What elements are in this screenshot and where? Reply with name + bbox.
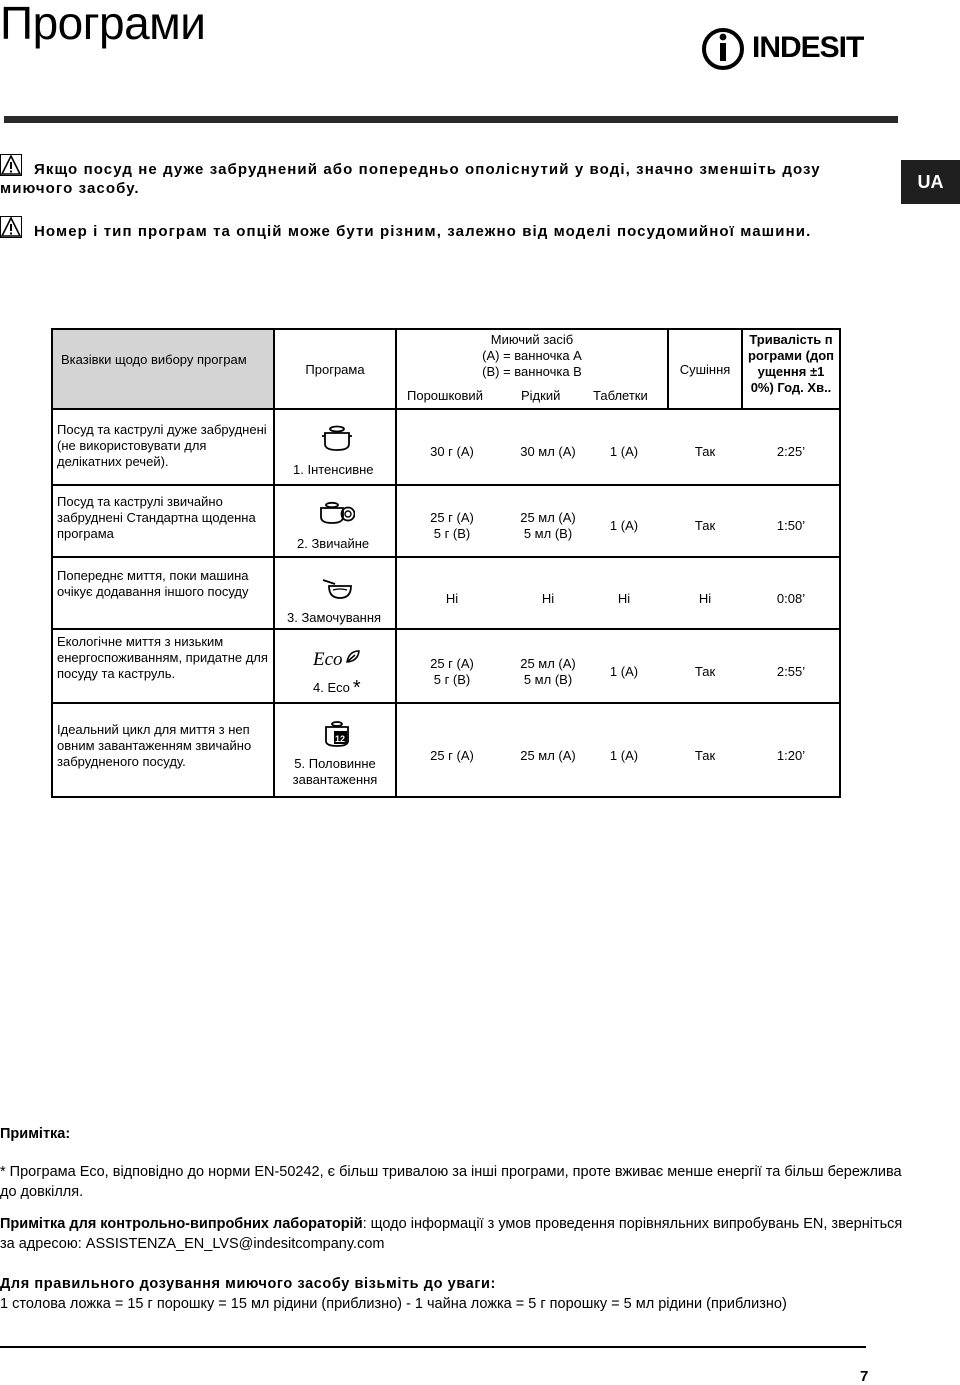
row-2-guide: Посуд та каструлі звичайно забруднені Стандартна щоденна програма (51, 484, 275, 558)
row-1-program (273, 408, 397, 486)
svg-text:12: 12 (335, 734, 346, 744)
indesit-logo (700, 26, 870, 72)
header-detergent-b: (B) = ванночка B (482, 364, 582, 379)
header-rule (4, 116, 898, 123)
row-5-liquid: 25 мл (А) (520, 748, 576, 763)
warning-1 (0, 160, 880, 198)
logo-text: INDESIT (752, 31, 864, 64)
row-2-drying: Так (694, 518, 716, 533)
pot-plate-icon (319, 500, 355, 526)
program-name (313, 677, 361, 699)
row-1-duration: 2:25’ (776, 444, 806, 459)
dosage-text: 1 столова ложка = 15 г порошку = 15 мл рідини (приблизно) - 1 чайна ложка = 5 г порошку = 5 мл рідини (приблизно) (0, 1296, 787, 1312)
header-liquid: Рідкий (521, 388, 561, 403)
program-name: 3. Замочування (287, 610, 382, 625)
page-title: Програми (0, 0, 206, 49)
row-2-duration: 1:50’ (776, 518, 806, 533)
header-detergent (395, 328, 669, 410)
row-3-powder: Ні (445, 591, 459, 606)
row-5-guide: Ідеальний цикл для миття з неп овним завантаженням звичайно забрудненого посуду. (51, 702, 275, 798)
half-load-icon (323, 720, 351, 748)
lab-note-label: Примітка для контрольно-випробних лабораторій (0, 1216, 363, 1232)
row-4-guide: Екологічне миття з низьким енергоспоживанням, придатне для посуду та каструль. (51, 628, 275, 704)
row-3-tablets: Ні (617, 591, 631, 606)
eco-asterisk: * (352, 677, 361, 699)
row-5-program (273, 702, 397, 798)
warning-text: Номер і тип програм та опцій може бути різним, залежно від моделі посудомийної машини. (34, 223, 812, 240)
page-number: 7 (860, 1368, 869, 1385)
bowl-icon (321, 578, 353, 600)
row-1-guide: Посуд та каструлі дуже забруднені (не використовувати для делікатних речей). (51, 408, 275, 486)
program-name: 2. Звичайне (297, 536, 370, 551)
program-table (51, 328, 841, 798)
header-detergent-title: Миючий засіб (490, 332, 574, 347)
notes-heading: Примітка: (0, 1126, 71, 1142)
header-powder: Порошковий (407, 388, 483, 403)
warning-2 (0, 222, 880, 241)
notes-section (0, 1124, 920, 1314)
header-drying: Сушіння (667, 328, 743, 410)
row-2-program (273, 484, 397, 558)
row-4-program (273, 628, 397, 704)
eco-note: * Програма Eco, відповідно до норми EN-50242, є більш тривалою за інші програми, проте вживає менше енергії та більш бережлива до довкілля. (0, 1164, 902, 1200)
row-5-duration: 1:20’ (776, 748, 806, 763)
row-1-drying: Так (694, 444, 716, 459)
warning-text: Якщо посуд не дуже забруднений або попередньо ополіснутий у воді, значно зменшіть дозу миючого засобу. (0, 161, 821, 197)
row-2-powder: 25 г (А) 5 г (В) (430, 510, 474, 541)
header-program: Програма (273, 328, 397, 410)
row-5-tablets: 1 (А) (609, 748, 639, 763)
warning-icon (0, 216, 22, 238)
row-2-tablets: 1 (А) (609, 518, 639, 533)
row-5-powder: 25 г (А) (430, 748, 474, 763)
row-4-tablets: 1 (А) (609, 664, 639, 679)
footer-rule (0, 1346, 866, 1348)
row-3-drying: Ні (698, 591, 712, 606)
header-tablets: Таблетки (593, 388, 648, 403)
lab-note-text: : щодо інформації з умов проведення порівняльних випробувань EN, зверніться за адресою: ASSISTENZA_EN_LVS@indesitcompany.com (0, 1216, 903, 1252)
program-name: 5. Половинне завантаження (292, 756, 378, 787)
row-1-tablets: 1 (А) (609, 444, 639, 459)
row-4-duration: 2:55’ (776, 664, 806, 679)
language-tab: UA (901, 160, 960, 204)
row-5-drying: Так (694, 748, 716, 763)
row-4-powder: 25 г (А) 5 г (В) (430, 656, 474, 687)
program-name: 1. Інтенсивне (293, 462, 374, 477)
lab-note (0, 1214, 920, 1254)
row-3-duration: 0:08’ (776, 591, 806, 606)
eco-icon (313, 648, 361, 670)
svg-text:Eco: Eco (313, 649, 343, 670)
pot-icon (321, 424, 353, 452)
row-1-liquid: 30 мл (А) (520, 444, 576, 459)
header-duration: Тривалість програми (допущення ±10%) Год. Хв.. (741, 328, 841, 410)
row-2-liquid: 25 мл (А) 5 мл (В) (520, 510, 576, 541)
row-3-guide: Попереднє миття, поки машина очікує додавання іншого посуду (51, 556, 275, 630)
warning-icon (0, 154, 22, 176)
dosage-heading: Для правильного дозування миючого засобу візьміть до уваги: (0, 1276, 496, 1292)
program-label: 4. Eco (313, 680, 350, 695)
row-4-liquid: 25 мл (А) 5 мл (В) (520, 656, 576, 687)
row-3-liquid: Ні (541, 591, 555, 606)
row-4-drying: Так (694, 664, 716, 679)
header-detergent-a: (A) = ванночка A (482, 348, 582, 363)
row-3-program (273, 556, 397, 630)
header-guide: Вказівки щодо вибору програм (51, 328, 275, 410)
row-1-powder: 30 г (А) (430, 444, 474, 459)
